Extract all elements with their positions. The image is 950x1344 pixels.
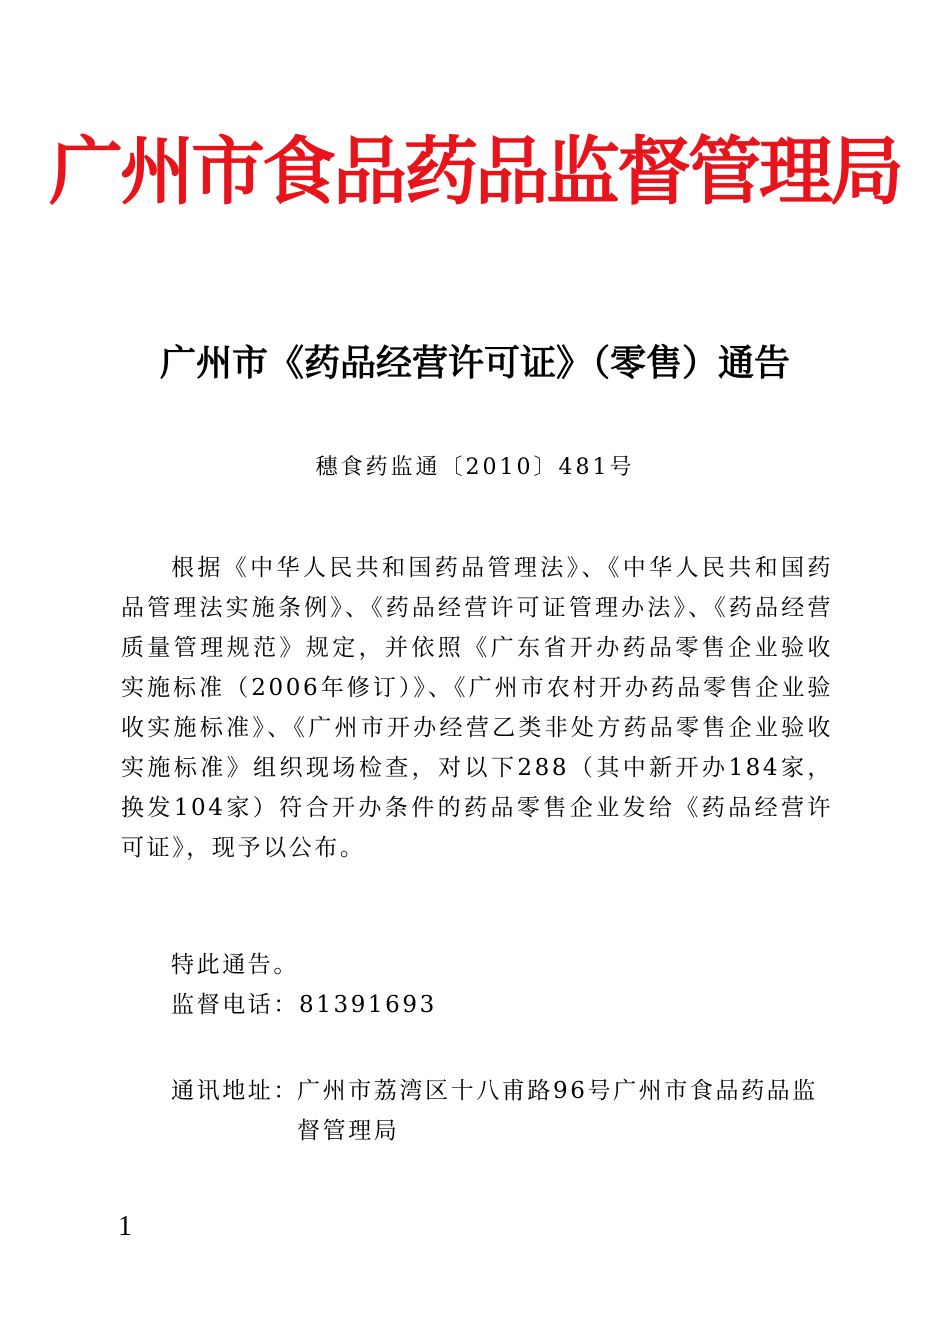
agency-header: 广州市食品药品监督管理局 [49,129,901,215]
page-number: 1 [118,1211,132,1242]
closing-statement: 特此通告。 [171,952,299,978]
supervision-phone [171,985,437,1025]
document-title: 广州市《药品经营许可证》（零售）通告 [159,342,790,384]
address-label: 通讯地址： [171,1078,299,1104]
notice-body: 根据《中华人民共和国药品管理法》、《中华人民共和国药品管理法实施条例》、《药品经营许可证管理办法》、《药品经营质量管理规范》规定，并依照《广东省开办药品零售企业验收实施标准（2006年修订）》、《广州市农村开办药品零售企业验收实施标准》、《广州市开办经营乙类非处方药品零售企业验收实施标准》组织现场检查，对以下288（其中新开办184家，换发104家）符合开办条件的药品零售企业发给《药品经营许可证》，现予以公布。 [121,555,833,861]
document-number: 穗食药监通〔2010〕481号 [315,455,635,480]
address-value: 广州市荔湾区十八甫路96号广州市食品药品监督管理局 [297,1078,818,1144]
phone-number: 81391693 [299,992,437,1018]
phone-label: 监督电话： [171,992,299,1018]
